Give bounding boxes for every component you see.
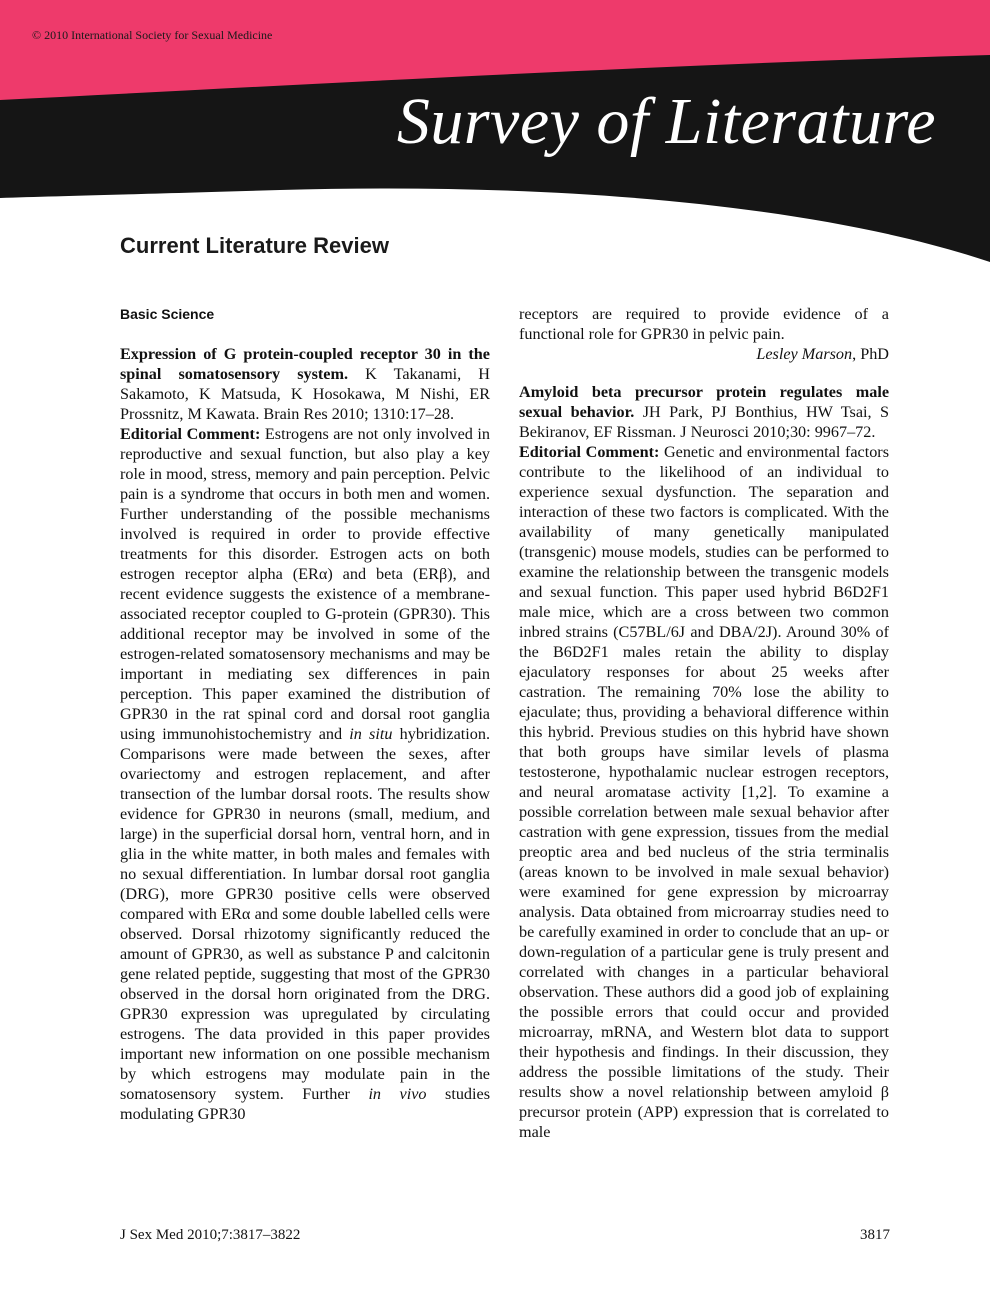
article-2-comment-label: Editorial Comment: <box>519 443 660 461</box>
article-2-title: Amyloid beta precursor protein regulates male sexual behavior. <box>519 383 889 421</box>
article-2-header <box>519 382 889 442</box>
article-1-comment-italic-2: in vivo <box>368 1085 427 1103</box>
article-1-comment <box>120 424 490 1124</box>
copyright-notice: © 2010 International Society for Sexual Medicine <box>32 28 273 42</box>
article-1-continuation: receptors are required to provide evidence of a functional role for GPR30 in pelvic pain. <box>519 305 889 343</box>
category-heading: Basic Science <box>120 306 215 322</box>
article-1-signature <box>519 344 889 364</box>
article-1-comment-text-2: hybridization. Comparisons were made between the sexes, after ovariectomy and estrogen replacement, and after transection of the lumbar dorsal roots. The results show evidence for GPR30 in neurons (small, medium, and large) in the superficial dorsal horn, ventral horn, and in glia in the white matter, in both males and females with no sexual differentiation. In lumbar dorsal root ganglia (DRG), more GPR30 positive cells were observed compared with ERα and some double labelled cells were observed. Dorsal rhizotomy significantly reduced the amount of GPR30, as well as substance P and calcitonin gene related peptide, suggesting that most of the GPR30 observed in the dorsal horn originated from the DRG. GPR30 expression was upregulated by circulating estrogens. The data provided in this paper provides important new information on one possible mechanism by which estrogens may modulate pain in the somatosensory system. Further <box>120 725 490 1103</box>
header-banner <box>0 0 990 270</box>
signature-name: Lesley Marson <box>756 345 853 363</box>
article-1-header <box>120 344 490 424</box>
footer-journal-citation: J Sex Med 2010;7:3817–3822 <box>120 1227 301 1243</box>
article-1-comment-italic-1: in situ <box>349 725 393 743</box>
article-2-comment <box>519 442 889 1142</box>
section-title: Current Literature Review <box>120 233 389 258</box>
article-2-comment-text: Genetic and environmental factors contribute to the likelihood of an individual to experience sexual dysfunction. The separation and interaction of these two factors is complicated. With the availability of many genetically manipulated (transgenic) mouse models, studies can be performed to examine the relationship between the transgenic models and sexual function. This paper used hybrid B6D2F1 male mice, which are a cross between two common inbred strains (C57BL/6J and DBA/2J). Around 30% of the B6D2F1 males retain the ability to display ejaculatory responses for about 25 weeks after castration. The remaining 70% lose the ability to ejaculate; thus, providing a behavioral difference within this hybrid. Previous studies on this hybrid have shown that both groups have similar levels of plasma testosterone, hypothalamic nuclear estrogen receptors, and neural aromatase activity [1,2]. To examine a possible correlation between male sexual behavior after castration with gene expression, tissues from the medial preoptic area and bed nucleus of the stria terminalis (areas known to be involved in male sexual behavior) were examined for gene expression by microarray analysis. Data obtained from microarray studies need to be carefully examined in order to conclude that an up- or down-regulation of a particular gene is truly present and correlated with changes in a particular behavioral observation. These authors did a good job of explaining the possible errors that could occur and provided microarray, mRNA, and Western blot data to support their hypothesis and findings. In their discussion, they address the possible limitations of the study. Their results show a novel relationship between amyloid β precursor protein (APP) expression that is correlated to male <box>519 443 889 1141</box>
article-1-title: Expression of G protein-coupled receptor 30 in the spinal somatosensory system. <box>120 345 490 383</box>
banner-title: Survey of Literature <box>396 85 936 158</box>
article-1-comment-text-3: studies modulating GPR30 <box>120 1085 490 1123</box>
right-column <box>519 304 889 1142</box>
article-1-citation: K Takanami, H Sakamoto, K Matsuda, K Hosokawa, M Nishi, ER Prossnitz, M Kawata. Brain Res 2010; 1310:17–28. <box>120 365 490 423</box>
article-1-comment-text-1: Estrogens are not only involved in reproductive and sexual function, but also play a key role in mood, stress, memory and pain perception. Pelvic pain is a syndrome that occurs in both men and women. Further understanding of the possible mechanisms involved is required in order to provide effective treatments for this disorder. Estrogen acts on both estrogen receptor alpha (ERα) and beta (ERβ), and recent evidence suggests the existence of a membrane-associated receptor coupled to G-protein (GPR30). This additional receptor may be involved in some of the estrogen-related somatosensory mechanisms and may be important in mediating sex differences in pain perception. This paper examined the distribution of GPR30 in the rat spinal cord and dorsal root ganglia using immunohistochemistry and <box>120 425 490 743</box>
footer-page-number: 3817 <box>860 1227 890 1243</box>
left-column <box>120 304 490 1124</box>
article-2-citation: JH Park, PJ Bonthius, HW Tsai, S Bekiranov, EF Rissman. J Neurosci 2010;30: 9967–72. <box>519 403 889 441</box>
signature-degree: , PhD <box>852 345 889 363</box>
article-1-comment-label: Editorial Comment: <box>120 425 261 443</box>
